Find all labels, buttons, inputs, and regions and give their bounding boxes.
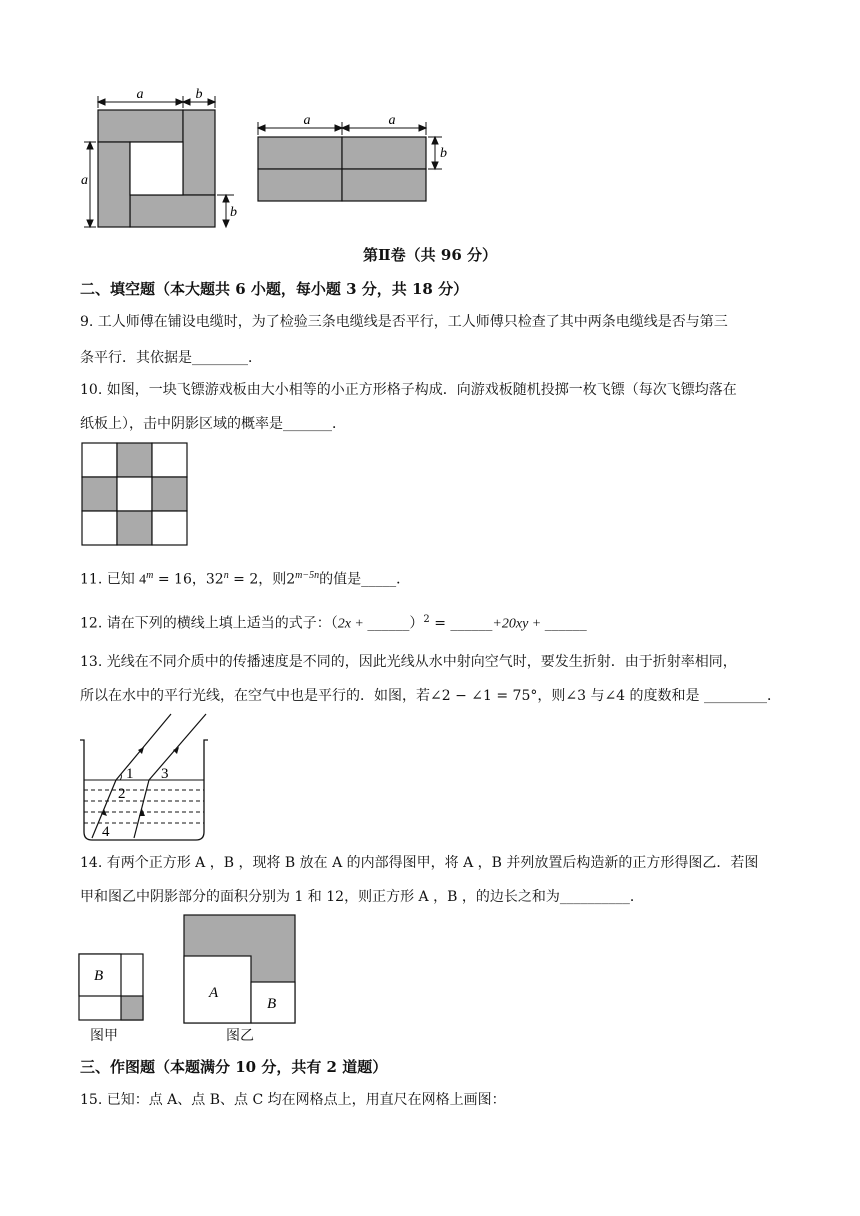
q12-blank3: ______ bbox=[544, 615, 587, 632]
fig-label-a-left: a bbox=[81, 173, 88, 188]
q11-e3-exp: m−5n bbox=[295, 570, 320, 581]
q11-line bbox=[80, 566, 410, 591]
q11-e2-exp: n bbox=[223, 570, 229, 581]
q12-blank2: ______ bbox=[450, 615, 493, 632]
fig-label-b: b bbox=[440, 146, 447, 161]
caption-yi: 图乙 bbox=[226, 1028, 254, 1044]
angle-label-4: 4 bbox=[102, 824, 110, 840]
q10-line1: 10. 如图，一块飞镖游戏板由大小相等的小正方形格子构成．向游戏板随机投掷一枚飞镖（每次飞镖均落在 bbox=[80, 382, 737, 398]
q9-line1: 9. 工人师傅在铺设电缆时，为了检验三条电缆线是否平行，工人师傅只检查了其中两条电缆线是否与第三 bbox=[80, 314, 728, 330]
fig-label-a1: a bbox=[303, 113, 311, 128]
section2-title: 二、填空题（本大题共 6 小题，每小题 3 分，共 18 分） bbox=[80, 280, 469, 298]
fig-label-b-right: b bbox=[230, 205, 237, 220]
q13-line2: 所以在水中的平行光线，在空气中也是平行的．如图，若∠2 − ∠1 = 75°，则∠3 与∠4 的度数和是 _________． bbox=[80, 688, 781, 704]
caption-jia: 图甲 bbox=[90, 1028, 118, 1044]
q11-comma1: ， bbox=[191, 571, 206, 588]
q12-line bbox=[80, 610, 587, 635]
fig-label-b-top: b bbox=[195, 87, 203, 102]
figure-jia-squares bbox=[78, 953, 146, 1023]
q11-e2-base: 32 bbox=[205, 571, 224, 588]
dartboard-grid-figure bbox=[80, 441, 190, 549]
q12-eq: = bbox=[429, 615, 451, 632]
q11-e1-rest: = 16 bbox=[153, 571, 192, 588]
fig-label-a-top: a bbox=[136, 87, 144, 102]
fig-jia-label-b: B bbox=[94, 968, 104, 984]
angle-label-3: 3 bbox=[161, 766, 169, 782]
q12-blank1: ______ bbox=[367, 615, 410, 632]
q12-sup: 2 bbox=[423, 614, 430, 625]
q11-prefix: 11. 已知 bbox=[80, 571, 135, 588]
angle-label-2: 2 bbox=[118, 786, 126, 802]
q9-line2: 条平行．其依据是________． bbox=[80, 350, 262, 366]
q13-line1: 13. 光线在不同介质中的传播速度是不同的，因此光线从水中射向空气时，要发生折射．由于折射率相同， bbox=[80, 654, 737, 670]
fig-label-a2: a bbox=[388, 113, 396, 128]
q10-line2: 纸板上），击中阴影区域的概率是_______． bbox=[80, 416, 346, 432]
q11-mid: ，则 bbox=[258, 571, 287, 588]
q15-line1: 15. 已知：点 A、点 B、点 C 均在网格点上，用直尺在网格上画图： bbox=[80, 1092, 506, 1108]
fig-yi-label-a: A bbox=[209, 985, 219, 1001]
figure-yi-squares bbox=[183, 914, 297, 1026]
q12-term: +20xy + bbox=[492, 616, 545, 632]
angle-label-1: 1 bbox=[126, 766, 134, 782]
figure-square-rectangles bbox=[78, 86, 248, 236]
q12-prefix: 12. 请在下列的横线上填上适当的式子：（ bbox=[80, 615, 338, 632]
q12-close: ） bbox=[409, 615, 424, 632]
q14-line1: 14. 有两个正方形 A ，B ，现将 B 放在 A 的内部得图甲，将 A ，B 并列放置后构造新的正方形得图乙．若图 bbox=[80, 855, 759, 871]
q11-e1-exp: m bbox=[146, 570, 154, 581]
fig-yi-label-b: B bbox=[267, 996, 277, 1012]
section3-title: 三、作图题（本题满分 10 分，共有 2 道题） bbox=[80, 1058, 388, 1076]
q11-suffix: 的值是_____． bbox=[319, 571, 411, 588]
q11-e3-base: 2 bbox=[286, 571, 296, 588]
figure-four-rectangles bbox=[252, 110, 462, 206]
q12-expr1: 2x + bbox=[337, 616, 368, 632]
part2-title: 第Ⅱ卷（共 96 分） bbox=[363, 246, 497, 264]
q14-line2: 甲和图乙中阴影部分的面积分别为 1 和 12，则正方形 A ，B ，的边长之和为__________． bbox=[80, 889, 644, 905]
refraction-beaker-figure bbox=[76, 708, 216, 844]
q11-e1-base: 4 bbox=[139, 572, 147, 588]
q11-e2-rest: = 2 bbox=[228, 571, 259, 588]
